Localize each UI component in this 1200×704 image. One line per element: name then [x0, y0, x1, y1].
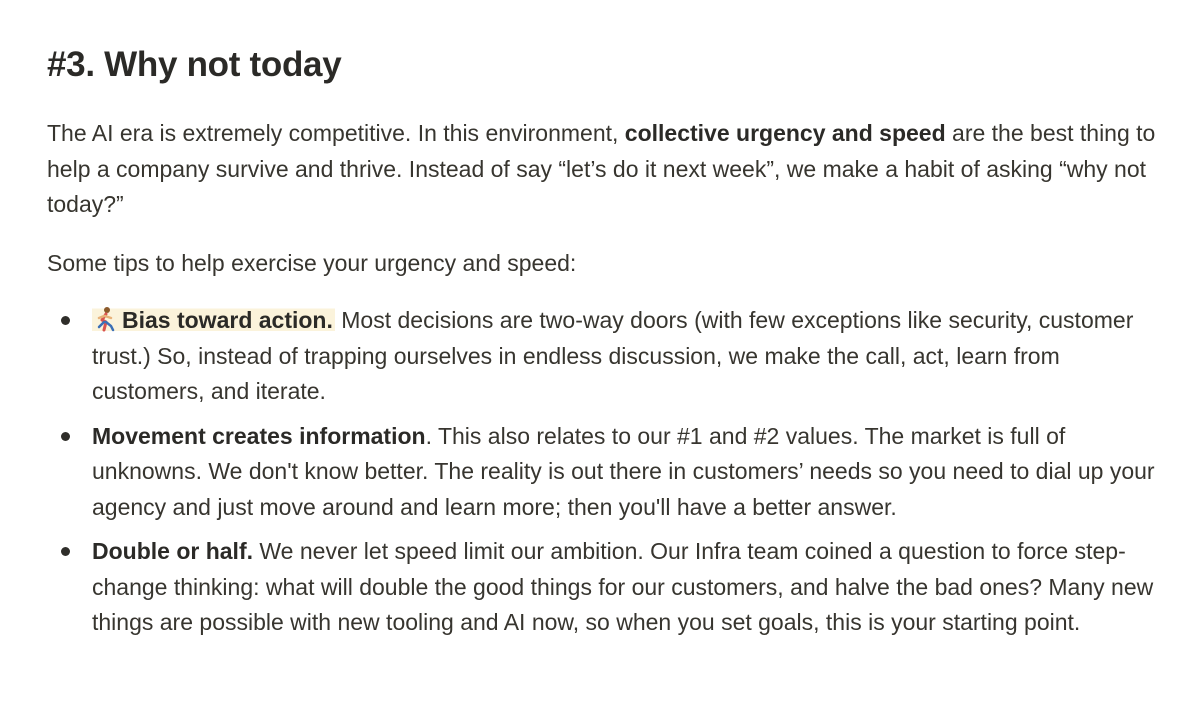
intro-paragraph — [47, 116, 1157, 223]
bullet-text: Most decisions are two-way doors (with few exceptions like security, customer trust.) So, instead of trapping ourselves in endless discussion, we make the call, act, learn from customers, and iterate. — [92, 307, 1134, 404]
intro-text-end: are the best thing to help a company survive and thrive. Instead of say “let’s do it next week”, we make a habit of asking “why not today?” — [47, 120, 1156, 217]
tips-list — [47, 303, 1157, 641]
list-item-bias-toward-action — [47, 303, 1157, 410]
bullet-bold-label: Movement creates information — [92, 422, 426, 449]
intro-bold-phrase: collective urgency and speed — [624, 120, 946, 146]
list-item-movement-creates-information — [47, 419, 1157, 526]
list-item-double-or-half — [47, 534, 1157, 641]
bullet-dot-icon — [61, 432, 70, 441]
highlighted-phrase — [92, 307, 335, 333]
bullet-text: We never let speed limit our ambition. Our Infra team coined a question to force step-change thinking: what will double the good things for our customers, and halve the bad ones? Many new things are possible with new tooling and AI now, so when you set goals, this is your starting point. — [92, 538, 1154, 635]
tips-intro-paragraph: Some tips to help exercise your urgency and speed: — [47, 249, 577, 276]
bullet-dot-icon — [61, 547, 70, 556]
section-heading: #3. Why not today — [47, 45, 342, 84]
runner-icon — [92, 305, 118, 333]
intro-text-start: The AI era is extremely competitive. In this environment, — [47, 120, 625, 146]
bullet-dot-icon — [61, 316, 70, 325]
bullet-bold-label: Double or half. — [92, 538, 253, 564]
bullet-text: . This also relates to our #1 and #2 values. The market is full of unknowns. We don't know better. The reality is out there in customers’ needs so you need to dial up your agency and just move around and learn more; then you'll have a better answer. — [92, 422, 1155, 520]
bullet-bold-label: Bias toward action. — [122, 307, 333, 333]
